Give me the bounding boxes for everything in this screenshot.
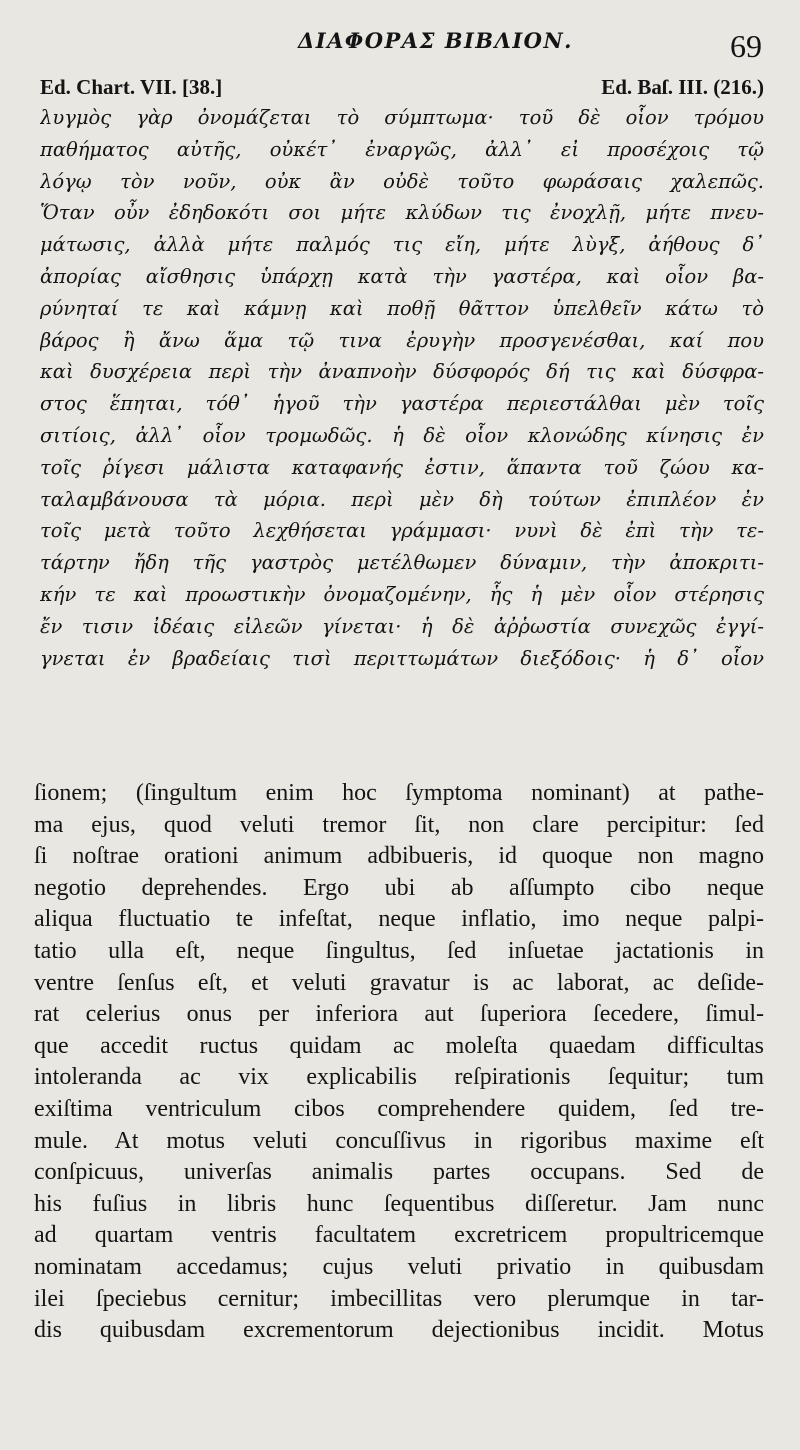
running-title: ΔΙΑΦΟΡΑΣ ΒΙΒΛΙΟΝ.: [298, 28, 573, 53]
latin-text-block: [34, 778, 764, 1347]
greek-text-line: ταλαμβάνουσα τὰ μόρια. περὶ μὲν δὴ τούτων ἐπιπλέον ἐν: [40, 487, 764, 511]
greek-text-line: τάρτην ἤδη τῆς γαστρὸς μετέλθωμεν δύναμιν, τὴν ἀποκριτι-: [40, 551, 764, 575]
edition-reference-left: Ed. Chart. VII. [38.]: [40, 75, 223, 99]
latin-text-line: ilei ſpeciebus cernitur; imbecillitas vero plerumque in tar-: [34, 1285, 764, 1312]
latin-text-line: ſionem; (ſingultum enim hoc ſymptoma nominant) at pathe-: [34, 780, 764, 806]
greek-text-line: βάρος ἢ ἄνω ἅμα τῷ τινα ἐρυγὴν προσγενέσθαι, καί που: [40, 328, 764, 352]
edition-reference-line: [40, 72, 764, 102]
greek-text-line: γνεται ἐν βραδείαις τισὶ περιττωμάτων διεξόδοις· ἡ δ᾽ οἷον: [40, 646, 764, 670]
greek-text-line: σιτίοις, ἀλλ᾽ οἷον τρομωδῶς. ἡ δὲ οἷον κλονώδης κίνησις ἐν: [40, 423, 764, 447]
latin-text-line: exiſtima ventriculum cibos comprehendere quidem, ſed tre-: [34, 1095, 764, 1122]
greek-text-line: παθήματος αὐτῆς, οὐκέτ᾽ ἐναργῶς, ἀλλ᾽ εἰ προσέχοις τῷ: [40, 137, 764, 161]
latin-text-line: que accedit ructus quidam ac moleſta quaedam difficultas: [34, 1032, 764, 1059]
latin-text-line: his fuſius in libris hunc ſequentibus diſſeretur. Jam nunc: [34, 1190, 764, 1217]
greek-text-line: ἔν τισιν ἰδέαις εἰλεῶν γίνεται· ἡ δὲ ἀῤῥωστία συνεχῶς ἐγγί-: [40, 614, 764, 638]
greek-text-line: τοῖς μετὰ τοῦτο λεχθήσεται γράμμασι· νυνὶ δὲ ἐπὶ τὴν τε-: [40, 519, 764, 543]
greek-text-block: [40, 102, 764, 674]
latin-text-line: tatio ulla eſt, neque ſingultus, ſed inſuetae jactationis in: [34, 937, 764, 964]
latin-text-line: intoleranda ac vix explicabilis reſpirationis ſequitur; tum: [34, 1064, 764, 1091]
latin-text-line: ſi noſtrae orationi animum adbibueris, id quoque non magno: [34, 843, 764, 870]
greek-text-line: στος ἕπηται, τόθ᾽ ἡγοῦ τὴν γαστέρα περιεστάλθαι μὲν τοῖς: [40, 392, 764, 416]
latin-text-line: dis quibusdam excrementorum dejectionibus incidit. Motus: [34, 1317, 764, 1344]
latin-text-line: conſpicuus, univerſas animalis partes occupans. Sed de: [34, 1159, 764, 1186]
greek-text-line: καὶ δυσχέρεια περὶ τὴν ἀναπνοὴν δύσφορός δή τις καὶ δύσφρα-: [40, 360, 764, 384]
edition-reference-right: Ed. Baſ. III. (216.): [601, 75, 764, 99]
greek-text-line: μάτωσις, ἀλλὰ μήτε παλμός τις εἴη, μήτε λὺγξ, ἀήθους δ᾽: [40, 233, 764, 257]
latin-text-line: ma ejus, quod veluti tremor ſit, non clare percipitur: ſed: [34, 811, 764, 838]
latin-text-line: negotio deprehendes. Ergo ubi ab aſſumpto cibo neque: [34, 874, 764, 901]
greek-text-line: ρύνηταί τε καὶ κάμνῃ καὶ ποθῇ θᾶττον ὑπελθεῖν κάτω τὸ: [40, 296, 764, 320]
latin-text-line: nominatam accedamus; cujus veluti privatio in quibusdam: [34, 1253, 764, 1280]
latin-text-line: mule. At motus veluti concuſſivus in rigoribus maxime eſt: [34, 1127, 764, 1154]
greek-text-line: κήν τε καὶ προωστικὴν ὀνομαζομένην, ἧς ἡ μὲν οἷον στέρησις: [40, 582, 764, 606]
greek-text-line: τοῖς ῥίγεσι μάλιστα καταφανής ἐστιν, ἅπαντα τοῦ ζώου κα-: [40, 455, 764, 479]
greek-text-line: λυγμὸς γὰρ ὀνομάζεται τὸ σύμπτωμα· τοῦ δὲ οἷον τρόμου: [40, 106, 764, 129]
page-number: 69: [730, 28, 762, 64]
running-head: [40, 0, 764, 72]
latin-text-line: ventre ſenſus eſt, et veluti gravatur is ac laborat, ac deſide-: [34, 969, 764, 996]
latin-text-line: aliqua fluctuatio te infeſtat, neque inflatio, imo neque palpi-: [34, 906, 764, 933]
greek-text-line: λόγῳ τὸν νοῦν, οὐκ ἂν οὐδὲ τοῦτο φωράσαις χαλεπῶς.: [40, 169, 764, 193]
greek-text-line: Ὅταν οὖν ἐδηδοκότι σοι μήτε κλύδων τις ἐνοχλῇ, μήτε πνευ-: [40, 201, 764, 225]
greek-text-line: ἀπορίας αἴσθησις ὑπάρχῃ κατὰ τὴν γαστέρα, καὶ οἷον βα-: [40, 264, 764, 288]
latin-text-line: ad quartam ventris facultatem excretricem propultricemque: [34, 1222, 764, 1249]
latin-text-line: rat celerius onus per inferiora aut ſuperiora ſecedere, ſimul-: [34, 1001, 764, 1028]
